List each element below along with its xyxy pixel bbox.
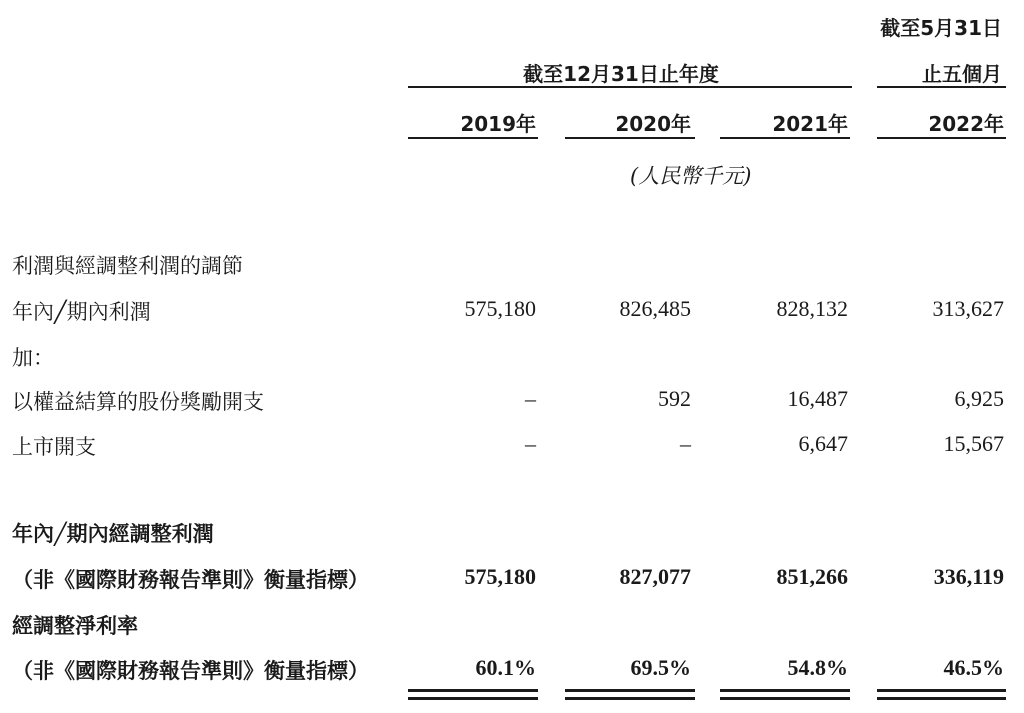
row-adj-margin-label-1: 經調整淨利率: [12, 614, 138, 638]
row-adj-profit-2021: 851,266: [776, 564, 848, 589]
row-adj-profit-2020: 827,077: [619, 564, 691, 589]
row-adj-profit-2019: 575,180: [464, 564, 536, 589]
year-rule-2022: [877, 137, 1006, 139]
year-2022: 2022年: [928, 112, 1004, 136]
row-listing-2021: 6,647: [798, 431, 848, 456]
row-adj-profit-label-2: （非《國際財務報告準則》衡量指標）: [12, 568, 369, 592]
row-adj-margin-2021: 54.8%: [787, 655, 848, 680]
row-profit-2021: 828,132: [776, 296, 848, 321]
row-share-comp-label: 以權益結算的股份獎勵開支: [12, 390, 264, 414]
total-rule-2021-b: [720, 697, 850, 700]
year-2021: 2021年: [772, 112, 848, 136]
year-2019: 2019年: [460, 112, 536, 136]
row-listing-2022: 15,567: [943, 431, 1004, 456]
row-share-comp-2022: 6,925: [954, 386, 1004, 411]
year-rule-2020: [565, 137, 695, 139]
row-adj-margin-2022: 46.5%: [943, 655, 1004, 680]
row-listing-label: 上市開支: [12, 435, 96, 459]
year-rule-2021: [720, 137, 850, 139]
period-12m-header: 截至12月31日止年度: [523, 62, 719, 86]
section-title: 利潤與經調整利潤的調節: [12, 254, 243, 278]
row-adj-margin-2019: 60.1%: [475, 655, 536, 680]
total-rule-2020-a: [565, 689, 695, 692]
total-rule-2022-b: [877, 697, 1006, 700]
row-listing-2019: –: [525, 431, 536, 456]
period-5m-line2: 止五個月: [922, 62, 1002, 86]
row-share-comp-2021: 16,487: [787, 386, 848, 411]
row-share-comp-2019: –: [525, 386, 536, 411]
row-adj-profit-label-1: 年內╱期內經調整利潤: [12, 522, 214, 546]
year-2020: 2020年: [615, 112, 691, 136]
total-rule-2020-b: [565, 697, 695, 700]
period-5m-line1: 截至5月31日: [880, 16, 1002, 40]
row-listing-2020: –: [680, 431, 691, 456]
header-rule-12m: [408, 86, 852, 88]
row-add-label: 加：: [12, 346, 54, 370]
header-rule-5m: [877, 86, 1006, 88]
row-adj-margin-label-2: （非《國際財務報告準則》衡量指標）: [12, 659, 369, 683]
total-rule-2021-a: [720, 689, 850, 692]
row-profit-2019: 575,180: [464, 296, 536, 321]
row-profit-label: 年內╱期內利潤: [12, 300, 151, 324]
unit-label: (人民幣千元): [630, 164, 752, 188]
row-adj-margin-2020: 69.5%: [630, 655, 691, 680]
year-rule-2019: [408, 137, 538, 139]
total-rule-2019-a: [408, 689, 538, 692]
total-rule-2019-b: [408, 697, 538, 700]
row-adj-profit-2022: 336,119: [933, 564, 1004, 589]
row-profit-2020: 826,485: [619, 296, 691, 321]
row-profit-2022: 313,627: [932, 296, 1004, 321]
row-share-comp-2020: 592: [658, 386, 691, 411]
total-rule-2022-a: [877, 689, 1006, 692]
